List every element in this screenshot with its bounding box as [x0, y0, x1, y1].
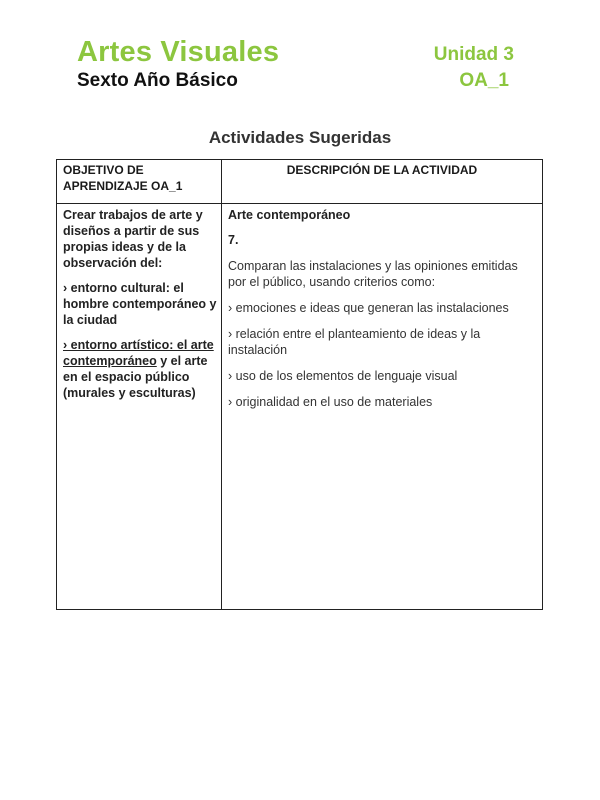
objective-item-artistic-underlined: › entorno artístico: el arte contemporáneo [63, 338, 214, 368]
grade-label: Sexto Año Básico [77, 70, 238, 91]
objective-cell [63, 207, 218, 410]
objective-intro: Crear trabajos de arte y diseños a partir de sus propias ideas y de la observación del: [63, 208, 203, 270]
header-objective: OBJETIVO DE APRENDIZAJE OA_1 [63, 163, 183, 193]
criteria-item: › relación entre el planteamiento de ideas y la instalación [228, 327, 481, 357]
oa-label: OA_1 [459, 70, 509, 91]
unit-label: Unidad 3 [433, 44, 514, 65]
activity-table [56, 159, 543, 610]
section-title: Actividades Sugeridas [208, 128, 392, 147]
column-divider [221, 160, 222, 609]
subject-title: Artes Visuales [77, 36, 280, 68]
activity-number: 7. [228, 233, 239, 247]
criteria-item: › originalidad en el uso de materiales [228, 395, 433, 409]
activity-title: Arte contemporáneo [228, 208, 351, 222]
objective-item-artistic [63, 337, 218, 401]
description-cell [228, 207, 538, 420]
header-description: DESCRIPCIÓN DE LA ACTIVIDAD [286, 163, 478, 177]
objective-item-artistic-rest: y el arte en el espacio público (murales y esculturas) [63, 354, 208, 400]
objective-item-cultural: › entorno cultural: el hombre contemporáneo y la ciudad [63, 281, 217, 327]
activity-description: Comparan las instalaciones y las opiniones emitidas por el público, usando criterios como: [228, 259, 518, 289]
header-divider [57, 203, 542, 204]
criteria-item: › emociones e ideas que generan las instalaciones [228, 301, 509, 315]
criteria-item: › uso de los elementos de lenguaje visual [228, 369, 458, 383]
